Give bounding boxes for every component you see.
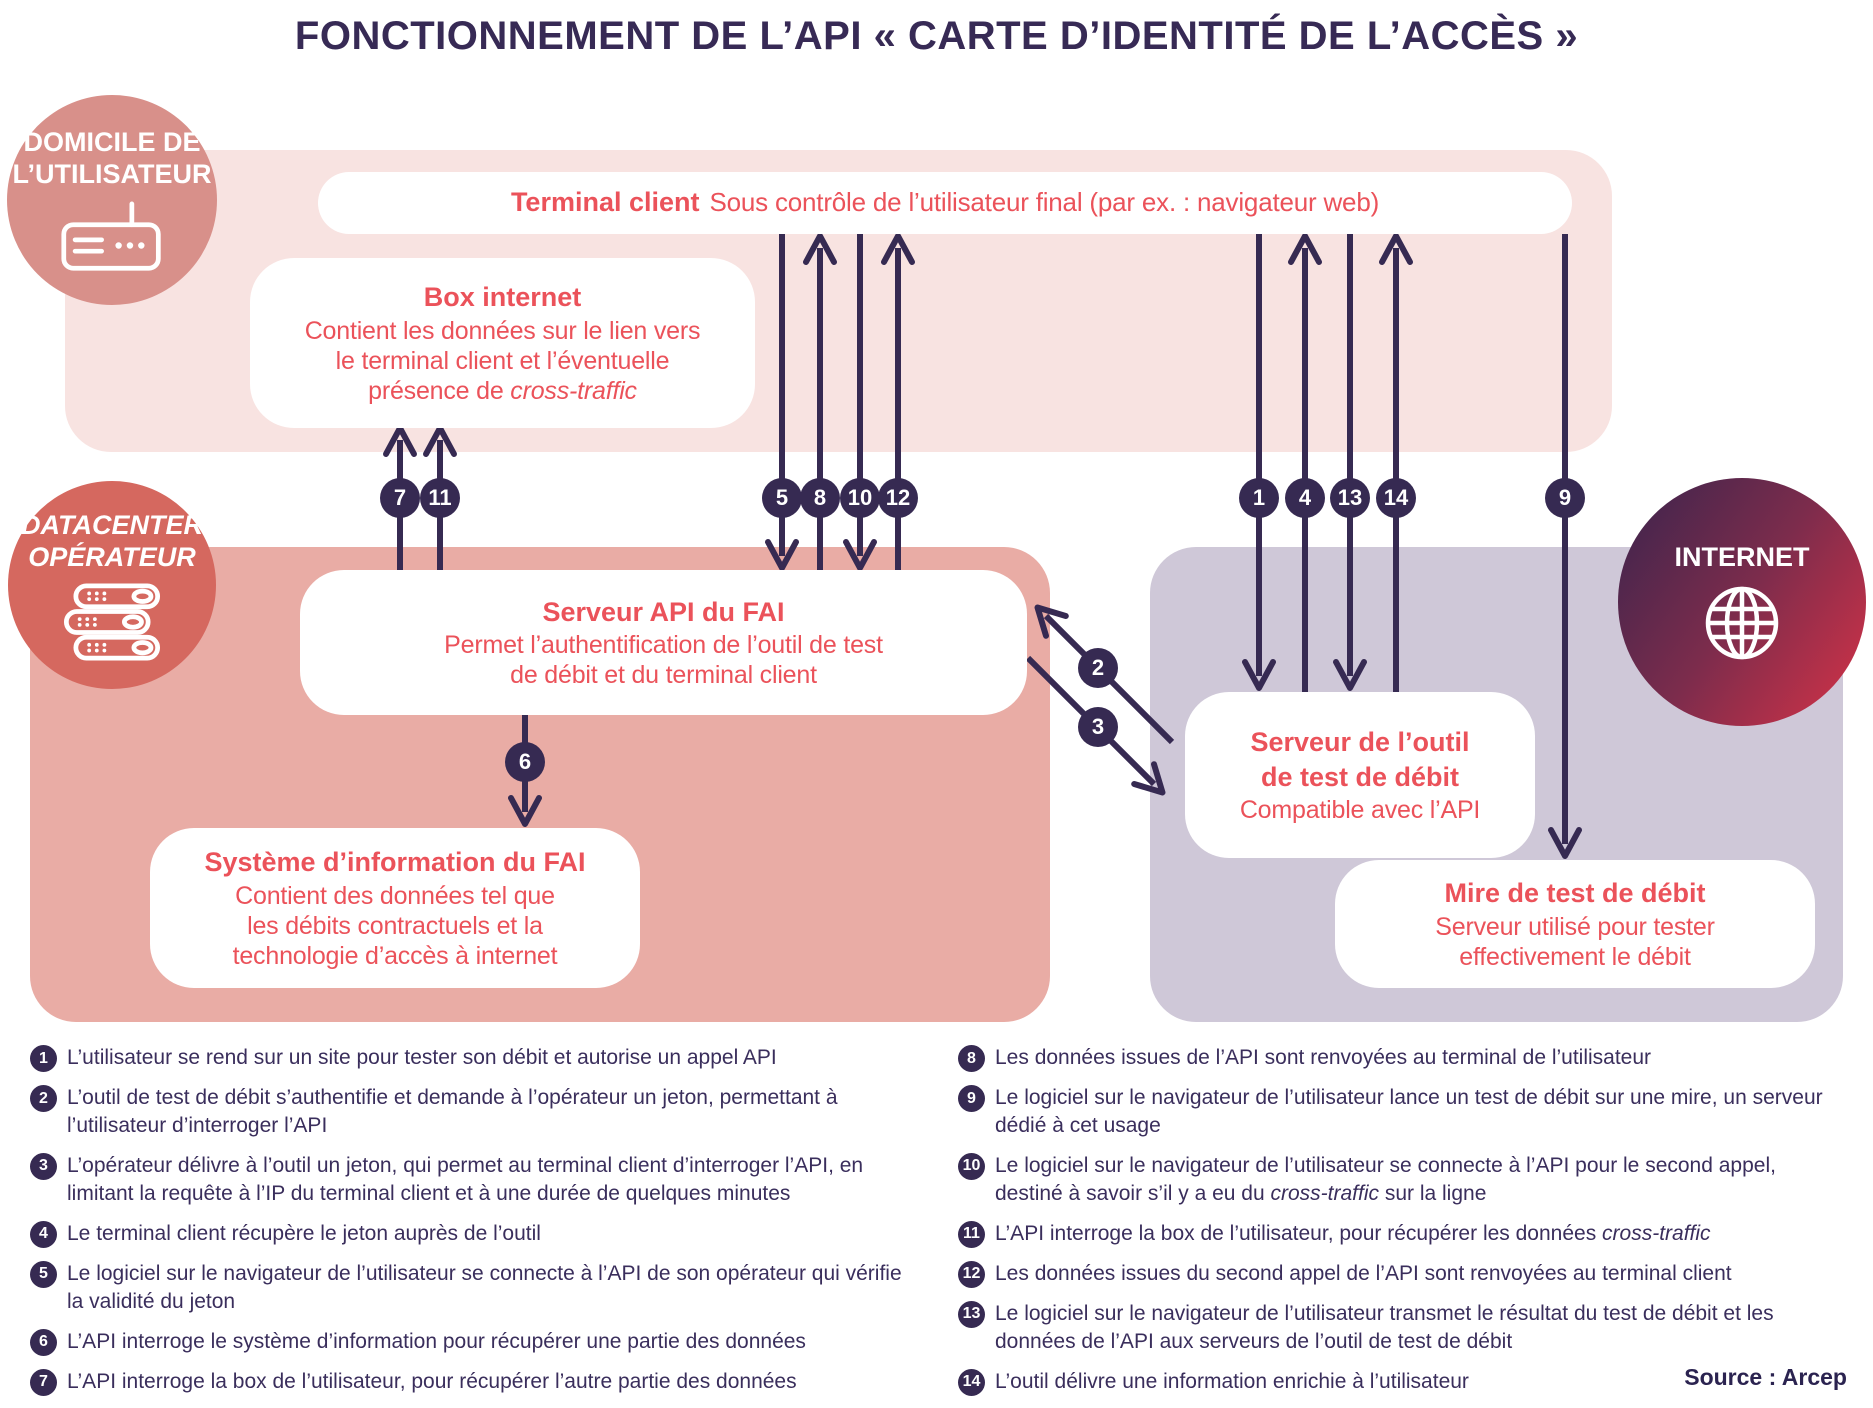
step-number-badge: 12: [958, 1261, 985, 1288]
datacenter-label-1: DATACENTER: [21, 509, 203, 540]
step-number-badge: 3: [30, 1153, 57, 1180]
step-text: Le logiciel sur le navigateur de l’utilisateur se connecte à l’API de son opérateur qui vérifie la validité du jeton: [67, 1261, 902, 1313]
step-text: Le terminal client récupère le jeton auprès de l’outil: [67, 1221, 541, 1245]
arrow-badge-12: 12: [878, 478, 918, 518]
serveur-api-title: Serveur API du FAI: [542, 596, 785, 627]
domicile-label-2: L’UTILISATEUR: [12, 159, 212, 189]
badge-internet: [1618, 478, 1866, 726]
step-number-badge: 5: [30, 1261, 57, 1288]
internet-label: INTERNET: [1674, 541, 1810, 572]
arrow-badge-9: 9: [1545, 478, 1585, 518]
step-text: L’utilisateur se rend sur un site pour tester son débit et autorise un appel API: [67, 1046, 777, 1069]
terminal-client-desc: Sous contrôle de l’utilisateur final (par ex. : navigateur web): [709, 187, 1380, 218]
mire-desc-2: effectivement le débit: [1459, 942, 1691, 971]
step-text: L’API interroge le système d’information pour récupérer une partie des données: [67, 1329, 806, 1353]
box-mire-test-debit: [1335, 860, 1815, 988]
serveur-outil-title-2: de test de débit: [1260, 762, 1460, 792]
legend-step-11: [958, 1220, 1848, 1248]
legend-step-7: [30, 1368, 920, 1396]
step-text: Les données issues du second appel de l’API sont renvoyées au terminal client: [995, 1261, 1732, 1285]
legend-step-2: [30, 1084, 920, 1140]
arrow-badge-5: 5: [762, 478, 802, 518]
legend-step-3: [30, 1152, 920, 1208]
step-text: Le logiciel sur le navigateur de l’utilisateur lance un test de débit sur une mire, un serveur dédié à cet usage: [995, 1086, 1823, 1137]
step-number-badge: 14: [958, 1369, 985, 1396]
legend-step-5: [30, 1260, 920, 1316]
arrow-badge-8: 8: [800, 478, 840, 518]
systeme-info-desc-3: technologie d’accès à internet: [232, 941, 558, 970]
systeme-info-desc-2: les débits contractuels et la: [247, 911, 543, 940]
box-internet: [250, 258, 755, 428]
step-number-badge: 6: [30, 1329, 57, 1356]
step-text: L’API interroge la box de l’utilisateur, pour récupérer l’autre partie des données: [67, 1369, 797, 1393]
legend-step-1: [30, 1044, 920, 1072]
internet-box-icon: [60, 200, 164, 274]
box-internet-desc-2: le terminal client et l’éventuelle: [335, 346, 670, 375]
serveur-api-desc-2: de débit et du terminal client: [510, 661, 817, 690]
step-number-badge: 11: [958, 1221, 985, 1248]
arrow-badge-7: 7: [380, 478, 420, 518]
box-serveur-outil-test: [1185, 692, 1535, 858]
arrow-badge-1: 1: [1239, 478, 1279, 518]
mire-desc-1: Serveur utilisé pour tester: [1435, 912, 1715, 941]
terminal-client-title: Terminal client: [510, 187, 700, 218]
legend-step-4: [30, 1220, 920, 1248]
step-number-badge: 13: [958, 1301, 985, 1328]
box-internet-desc-1: Contient les données sur le lien vers: [304, 316, 701, 345]
arrow-badge-2: 2: [1078, 648, 1118, 688]
page-title: FONCTIONNEMENT DE L’API « CARTE D’IDENTITÉ DE L’ACCÈS »: [294, 14, 1579, 58]
legend-column-right: [958, 1044, 1848, 1396]
arrow-badge-6: 6: [505, 742, 545, 782]
badge-datacenter-operateur: [8, 481, 216, 689]
step-number-badge: 7: [30, 1369, 57, 1396]
legend-step-9: [958, 1084, 1848, 1140]
arrow-badge-4: 4: [1285, 478, 1325, 518]
badge-domicile-utilisateur: [7, 95, 217, 305]
datacenter-label-2: OPÉRATEUR: [28, 542, 196, 572]
step-text: L’opérateur délivre à l’outil un jeton, qui permet au terminal client d’interroger l’API, en limitant la requête à l’IP du terminal client et à une durée de quelques minutes: [67, 1153, 864, 1205]
box-serveur-api-fai: [300, 570, 1027, 715]
mire-title: Mire de test de débit: [1444, 878, 1706, 909]
arrow-badge-3: 3: [1078, 707, 1118, 747]
legend-step-13: [958, 1300, 1848, 1356]
step-number-badge: 4: [30, 1221, 57, 1248]
arrow-badge-14: 14: [1376, 478, 1416, 518]
box-systeme-information-fai: [150, 828, 640, 988]
arrow-badge-11: 11: [420, 478, 460, 518]
box-internet-desc-3: présence de cross-traffic: [368, 376, 637, 405]
step-text: Le logiciel sur le navigateur de l’utilisateur transmet le résultat du test de débit et les données de l’API aux serveurs de l’outil de test de débit: [995, 1301, 1774, 1353]
legend-column-left: [30, 1044, 920, 1396]
source-credit: Source : Arcep: [1684, 1364, 1847, 1390]
server-stack-icon: [62, 583, 162, 661]
step-number-badge: 8: [958, 1045, 985, 1072]
step-text: Le logiciel sur le navigateur de l’utilisateur se connecte à l’API pour le second appel, destiné à savoir s’il y a eu du cross-traffic sur la ligne: [995, 1153, 1776, 1205]
step-number-badge: 1: [30, 1045, 57, 1072]
systeme-info-desc-1: Contient des données tel que: [235, 881, 555, 910]
step-text: L’outil de test de débit s’authentifie et demande à l’opérateur un jeton, permettant à l’utilisateur d’interroger l’API: [67, 1086, 838, 1137]
serveur-api-desc-1: Permet l’authentification de l’outil de test: [444, 631, 883, 660]
domicile-label-1: DOMICILE DE: [23, 126, 201, 157]
serveur-outil-desc: Compatible avec l’API: [1239, 796, 1481, 825]
step-number-badge: 2: [30, 1085, 57, 1112]
legend-step-6: [30, 1328, 920, 1356]
arrow-badge-13: 13: [1330, 478, 1370, 518]
serveur-outil-title-1: Serveur de l’outil: [1250, 726, 1470, 757]
legend-step-12: [958, 1260, 1848, 1288]
globe-icon: [1702, 583, 1782, 663]
box-terminal-client: [318, 172, 1572, 234]
legend-step-8: [958, 1044, 1848, 1072]
legend-step-10: [958, 1152, 1848, 1208]
arrow-badge-10: 10: [840, 478, 880, 518]
box-internet-title: Box internet: [423, 282, 582, 313]
step-text: Les données issues de l’API sont renvoyées au terminal de l’utilisateur: [995, 1046, 1652, 1069]
step-text: L’outil délivre une information enrichie à l’utilisateur: [995, 1369, 1469, 1393]
systeme-info-title: Système d’information du FAI: [204, 847, 586, 878]
step-number-badge: 9: [958, 1085, 985, 1112]
step-text: L’API interroge la box de l’utilisateur, pour récupérer les données cross-traffic: [995, 1221, 1711, 1245]
legend: [30, 1044, 1848, 1396]
step-number-badge: 10: [958, 1153, 985, 1180]
